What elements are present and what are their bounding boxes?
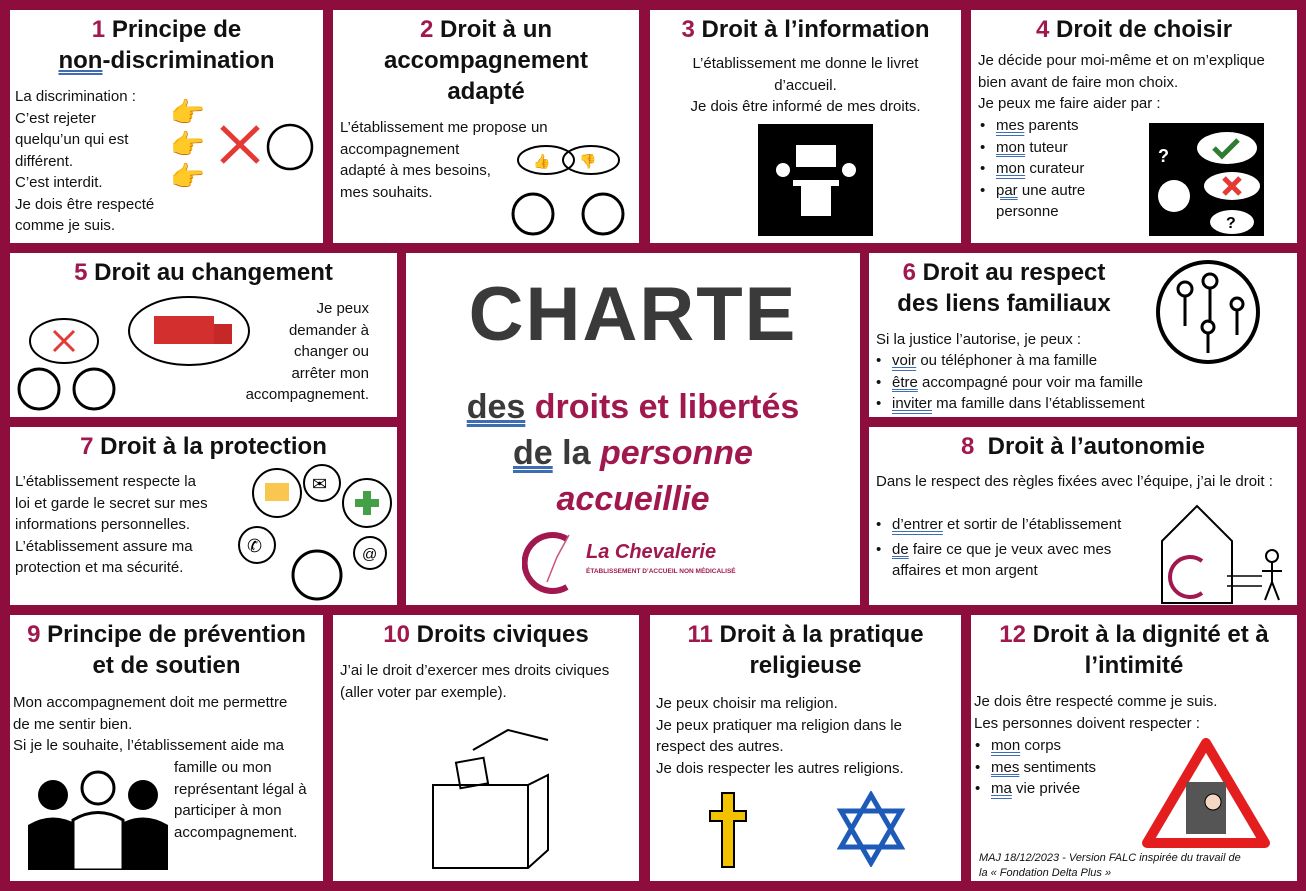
- panel-changement: 5 Droit au changement Je peux demander à changer ou arrêter mon accompagnement.: [10, 253, 397, 417]
- house-exit-icon: [1157, 501, 1287, 605]
- cross-icon: [708, 791, 748, 869]
- footer-note: MAJ 18/12/2023 - Version FALC inspirée du travail de la « Fondation Delta Plus »: [979, 852, 1241, 879]
- panel-choisir: 4 Droit de choisir Je décide pour moi-même et on m’explique bien avant de faire mon choix. Je peux me faire aider par : • mes parents • mon tuteur • mon curateur • par une autre personne ? ?: [971, 10, 1297, 243]
- list-item: • de faire ce que je veux avec mes affaires et mon argent: [872, 539, 1142, 582]
- panel-autonomie: 8 Droit à l’autonomie Dans le respect des règles fixées avec l’équipe, j’ai le droit : • d’entrer et sortir de l’établissement • de faire ce que je veux avec mes affaires et mon argent: [869, 427, 1297, 605]
- panel-religion: 11 Droit à la pratique religieuse Je peux choisir ma religion. Je peux pratiquer ma religion dans le respect des autres. Je dois respecter les autres religions.: [650, 615, 961, 881]
- list-item: • mon corps: [971, 735, 1096, 757]
- panel-information: 3 Droit à l’information L’établissement me donne le livret d’accueil. Je dois être informé de mes droits.: [650, 10, 961, 243]
- list-item: • mes sentiments: [971, 757, 1096, 779]
- list-item: • ma vie privée: [971, 778, 1096, 800]
- panel-non-discrimination: 1 Principe de non-discrimination La discrimination : C’est rejeter quelqu’un qui est différent. C’est interdit. Je dois être respecté comme je suis. 👉 👉 👉: [10, 10, 323, 243]
- charter-title: CHARTE: [468, 272, 798, 357]
- svg-text:👉: 👉: [170, 161, 205, 192]
- panel-droits-civiques: 10 Droits civiques J’ai le droit d’exercer mes droits civiques (aller voter par exemple).: [333, 615, 639, 881]
- crescent-icon: [772, 795, 832, 863]
- panel-prevention: 9 Principe de prévention et de soutien Mon accompagnement doit me permettre de me sentir bien. Si je le souhaite, l’établissement aide ma famille ou mon représentant légal à participer à mon accompagnement.: [10, 615, 323, 881]
- list-item: • mon tuteur: [976, 137, 1136, 159]
- svg-text:@: @: [362, 546, 378, 563]
- svg-text:?: ?: [1225, 214, 1236, 232]
- pointing-hands-cross-icon: [170, 92, 315, 192]
- panel-liens-familiaux: 6 Droit au respect des liens familiaux Si la justice l’autorise, je peux : • voir ou téléphoner à ma famille • être accompagné pour voir ma famille • inviter ma famille dans l’établissement: [869, 253, 1297, 417]
- autonomy-list: [872, 514, 1142, 582]
- svg-text:👍: 👍: [533, 153, 551, 169]
- svg-text:✆: ✆: [247, 536, 263, 556]
- family-circle-icon: [1155, 259, 1261, 365]
- meeting-desk-icon: [758, 124, 873, 236]
- list-item: • mes parents: [976, 115, 1136, 137]
- svg-text:👉: 👉: [170, 129, 205, 160]
- helpers-list: [976, 115, 1136, 223]
- privacy-warning-door-icon: [1141, 737, 1271, 849]
- panel-accompagnement: 2 Droit à un accompagnement adapté L’établissement me propose un accompagnement adapté à mes besoins, mes souhaits. 👍 👎: [333, 10, 639, 243]
- moving-truck-thought-icon: [14, 291, 254, 413]
- secret-information-icon: [232, 463, 392, 603]
- svg-text:✉: ✉: [312, 474, 328, 494]
- two-people-talking-icon: [511, 142, 626, 240]
- list-item: • par une autre personne: [976, 180, 1136, 223]
- thinking-choice-icon: [1149, 123, 1264, 236]
- body-text: La discrimination : C’est rejeter quelqu’un qui est différent. C’est interdit. Je dois être respecté comme je suis.: [15, 88, 155, 234]
- family-rights-list: [872, 350, 1145, 415]
- list-item: • voir ou téléphoner à ma famille: [872, 350, 1145, 372]
- list-item: • d’entrer et sortir de l’établissement: [872, 514, 1142, 536]
- charter-subtitle: des droits et libertés de la personne accueillie: [466, 388, 800, 518]
- group-support-icon: [28, 770, 168, 870]
- star-of-david-icon: [836, 791, 906, 867]
- dignity-list: [971, 735, 1096, 800]
- svg-text:👉: 👉: [170, 97, 205, 128]
- list-item: • mon curateur: [976, 158, 1136, 180]
- svg-text:👎: 👎: [579, 153, 597, 169]
- ballot-box-icon: [428, 720, 553, 870]
- panel-protection: 7 Droit à la protection L’établissement respecte la loi et garde le secret sur mes informations personnelles. L’établissement assure ma protection et ma sécurité. ✉ ✆ @: [10, 427, 397, 605]
- panel-dignite: 12 Droit à la dignité et à l’intimité Je dois être respecté comme je suis. Les personnes doivent respecter : • mon corps • mes sentiments • ma vie privée MAJ 18/12/2023 - Version FALC inspirée du travail de la « Fondation Delta Plus »: [971, 615, 1297, 881]
- list-item: • inviter ma famille dans l’établissement: [872, 393, 1145, 415]
- list-item: • être accompagné pour voir ma famille: [872, 372, 1145, 394]
- la-chevalerie-logo: La Chevalerie ÉTABLISSEMENT D’ACCUEIL NON MÉDICALISÉ: [522, 527, 752, 597]
- charter-title-panel: [406, 253, 860, 605]
- svg-text:?: ?: [1157, 145, 1169, 166]
